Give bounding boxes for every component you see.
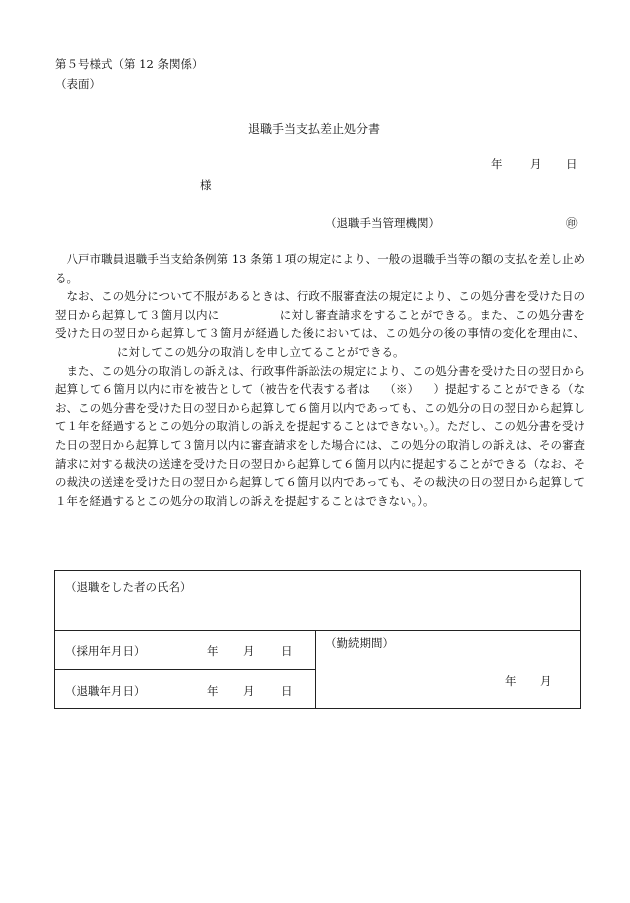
form-number: 第５号様式（第 12 条関係） bbox=[55, 57, 204, 71]
paragraph-3-part-b: ）提起することができる（なお、この処分書を受けた日の翌日から起算して６箇月以内であっても、この処分の日の翌日から起算して１年を経過するとこの処分の取消しの訴えを提起することはできない。）。ただし、この処分書を受けた日の翌日から起算して３箇月以内に審査請求をした場合には、この処分の取消しの訴えは、その審査請求に対する裁決の送達を受けた日の翌日から起算して６箇月以内に提起することができる（なお、その裁決の送達を受けた日の翌日から起算して６箇月以内であっても、その裁決の日の翌日から起算して１年を経過するとこの処分の取消しの訴えを提起することはできない。）。 bbox=[55, 382, 586, 508]
table-divider bbox=[55, 630, 580, 631]
table-divider bbox=[55, 669, 315, 670]
document-title: 退職手当支払差止処分書 bbox=[248, 122, 381, 136]
retire-date-day: 日 bbox=[281, 684, 293, 698]
date-day: 日 bbox=[566, 157, 578, 171]
service-period-year: 年 bbox=[505, 674, 517, 688]
addressee-suffix: 様 bbox=[200, 178, 212, 192]
hire-date-day: 日 bbox=[281, 644, 293, 658]
paragraph-2-part-b: に対し審査請求をすることができる。また、この処分書を受けた日の翌日から起算して３箇月が経過した後においては、この処分の後の事情の変化を理由に、 bbox=[55, 307, 585, 341]
paragraph-2-part-a: なお、この処分について不服があるときは、行政不服審査法の規定により、この処分書を受けた日の翌日から起算して３箇月以内に bbox=[55, 289, 585, 322]
service-period-label: （勤続期間） bbox=[325, 636, 394, 650]
retiree-info-table bbox=[54, 570, 581, 709]
retiree-name-label: （退職をした者の氏名） bbox=[65, 580, 192, 594]
paragraph-2 bbox=[55, 287, 585, 361]
retire-date-label: （退職年月日） bbox=[65, 684, 146, 698]
body-text bbox=[55, 250, 585, 510]
date-month: 月 bbox=[530, 157, 542, 171]
date-year: 年 bbox=[491, 157, 503, 171]
retire-date-month: 月 bbox=[243, 684, 255, 698]
issuer-label: （退職手当管理機関） bbox=[325, 216, 440, 230]
seal-mark: ㊞ bbox=[566, 216, 578, 230]
paragraph-1: 八戸市職員退職手当支給条例第 13 条第１項の規定により、一般の退職手当等の額の支払を差し止める。 bbox=[55, 252, 585, 285]
paragraph-3 bbox=[55, 362, 585, 511]
table-divider bbox=[315, 630, 316, 708]
hire-date-year: 年 bbox=[207, 644, 219, 658]
hire-date-label: （採用年月日） bbox=[65, 644, 146, 658]
note-mark: （※） bbox=[384, 382, 420, 397]
paragraph-3-part-a: また、この処分の取消しの訴えは、行政事件訴訟法の規定により、この処分書を受けた日の翌日から起算して６箇月以内に市を被告として（被告を代表する者は bbox=[55, 363, 585, 397]
paragraph-2-part-c: に対してこの処分の取消しを申し立てることができる。 bbox=[117, 344, 405, 359]
service-period-month: 月 bbox=[540, 674, 552, 688]
retire-date-year: 年 bbox=[207, 684, 219, 698]
hire-date-month: 月 bbox=[243, 644, 255, 658]
form-side: （表面） bbox=[55, 77, 101, 91]
